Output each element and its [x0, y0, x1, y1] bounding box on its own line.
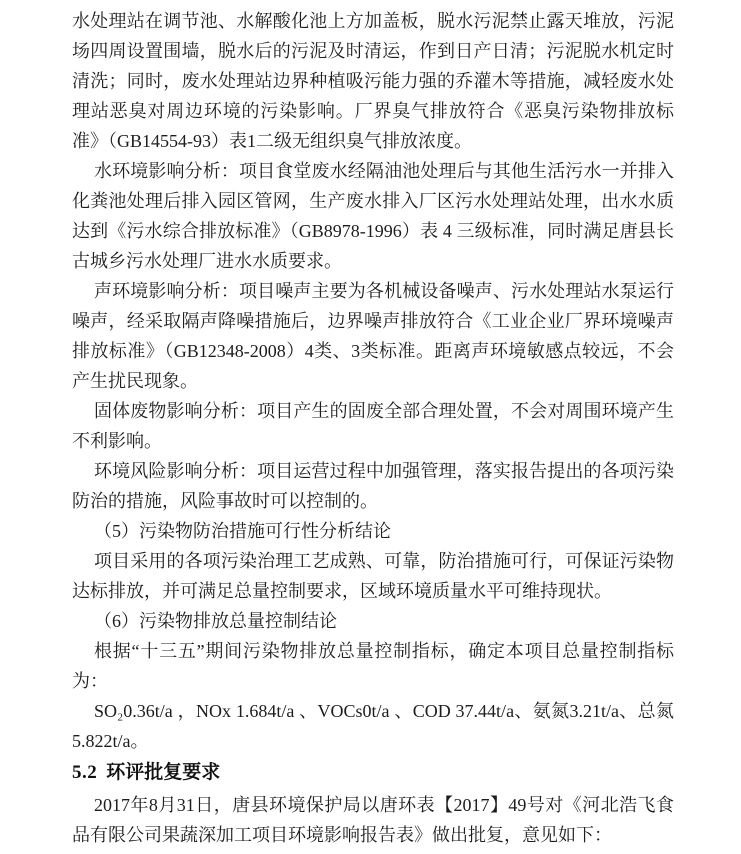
paragraph-eia-approval-intro: 2017年8月31日，唐县环境保护局以唐环表【2017】49号对《河北浩飞食品有限公司果蔬深加工项目环境影响报告表》做出批复，意见如下：	[72, 795, 674, 845]
paragraph-environmental-risk-analysis: 环境风险影响分析：项目运营过程中加强管理，落实报告提出的各项污染防治的措施，风险事故时可以控制的。	[72, 461, 674, 511]
subheading-item-6-total-emission-control: （6）污染物排放总量控制结论	[94, 611, 337, 631]
paragraph-water-impact-analysis: 水环境影响分析：项目食堂废水经隔油池处理后与其他生活污水一并排入化粪池处理后排入园区管网，生产废水排入厂区污水处理站处理，出水水质达到《污水综合排放标准》（GB8978-1996）表 4 三级标准，同时满足唐县长古城乡污水处理厂进水水质要求。	[72, 161, 674, 271]
paragraph-solid-waste-impact-analysis: 固体废物影响分析：项目产生的固废全部合理处置，不会对周围环境产生不利影响。	[72, 401, 674, 451]
subheading-item-5-pollution-control-feasibility: （5）污染物防治措施可行性分析结论	[94, 521, 391, 541]
section-heading-number: 5.2	[72, 762, 98, 783]
document-content	[72, 6, 674, 850]
paragraph-noise-impact-analysis: 声环境影响分析：项目噪声主要为各机械设备噪声、污水处理站水泵运行噪声，经采取隔声降噪措施后，边界噪声排放符合《工业企业厂界环境噪声排放标准》（GB12348-2008）4类、3类标准。距离声环境敏感点较远，不会产生扰民现象。	[72, 281, 674, 391]
paragraph-odor-mitigation-continued: 水处理站在调节池、水解酸化池上方加盖板，脱水污泥禁止露天堆放，污泥场四周设置围墙，脱水后的污泥及时清运，作到日产日清；污泥脱水机定时清洗；同时，废水处理站边界种植吸污能力强的乔灌木等措施，减轻废水处理站恶臭对周边环境的污染影响。厂界臭气排放符合《恶臭污染物排放标准》（GB14554-93）表1二级无组织臭气排放浓度。	[72, 11, 674, 151]
section-heading-title: 环评批复要求	[106, 762, 221, 783]
paragraph-emission-total-values: SO₂0.36t/a ，NOx 1.684t/a 、VOCs0t/a 、COD 37.44t/a、氨氮3.21t/a、总氮5.822t/a。	[72, 701, 674, 751]
section-heading-5-2	[72, 757, 674, 788]
paragraph-treatment-measures-feasibility: 项目采用的各项污染治理工艺成熟、可靠，防治措施可行，可保证污染物达标排放，并可满足总量控制要求，区域环境质量水平可维持现状。	[72, 551, 674, 601]
paragraph-total-control-indicators-intro: 根据“十三五”期间污染物排放总量控制指标，确定本项目总量控制指标为：	[72, 641, 674, 691]
